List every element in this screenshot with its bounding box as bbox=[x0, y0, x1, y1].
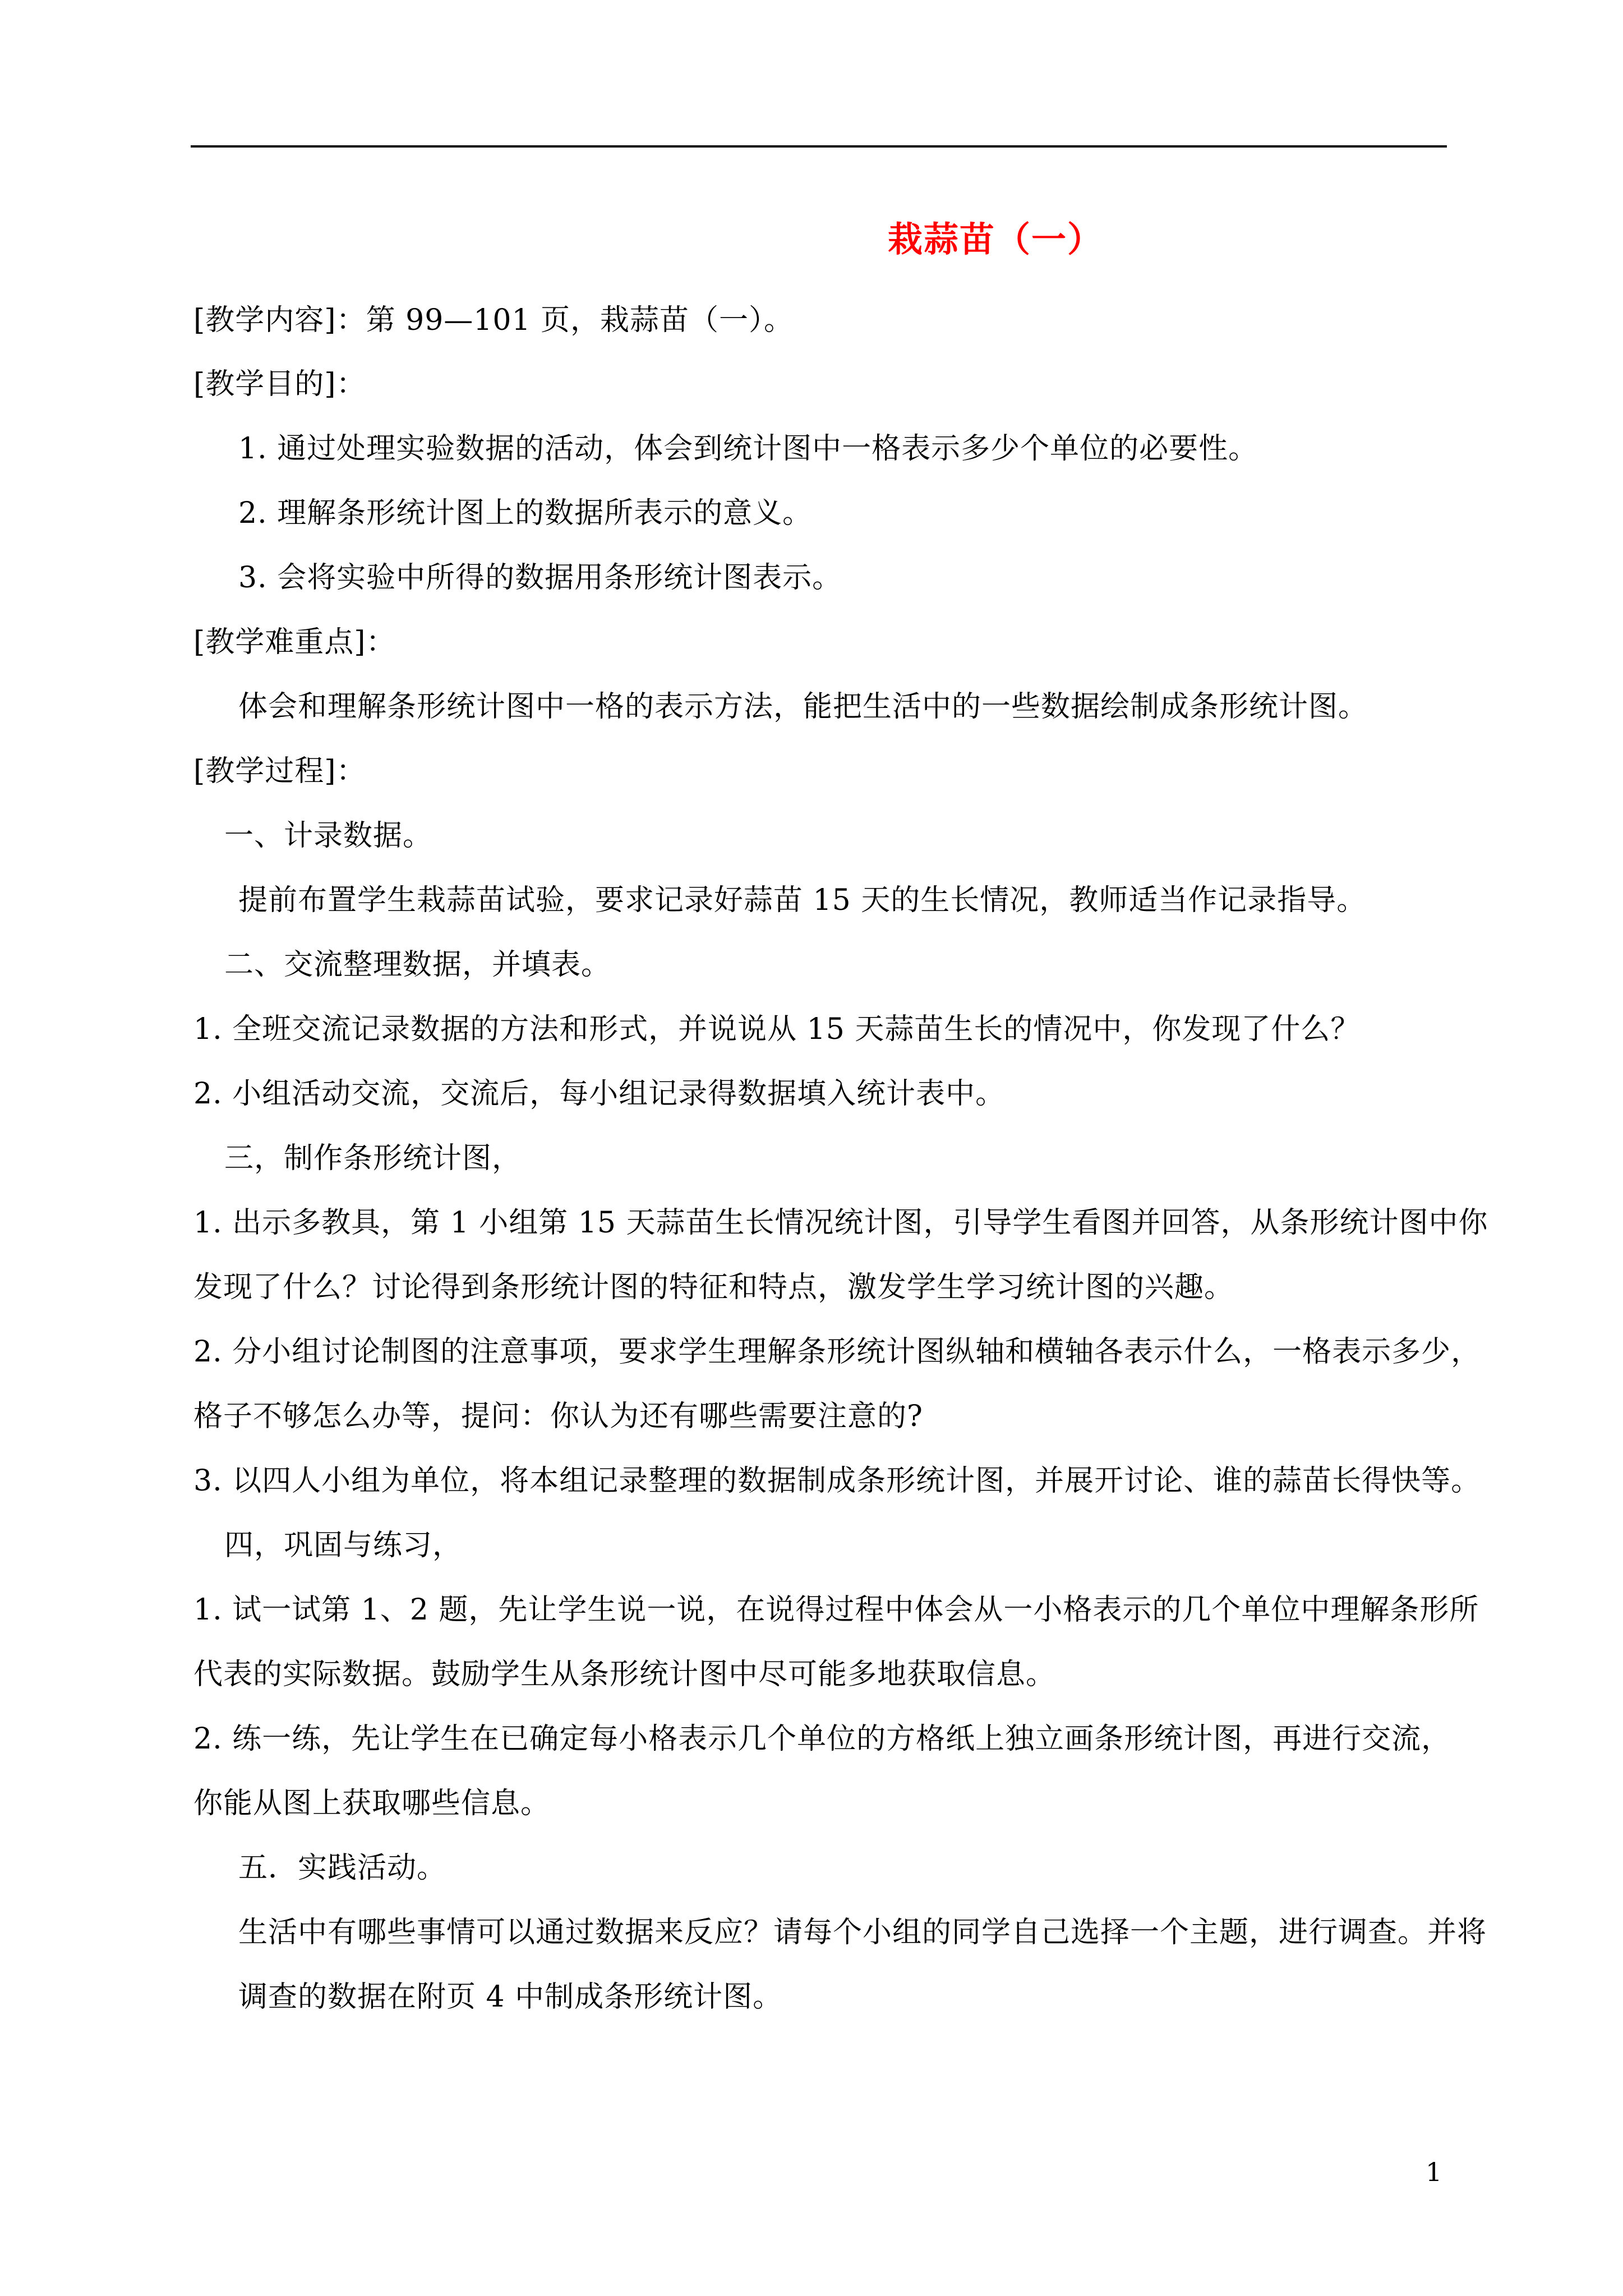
teaching-process-heading: [教学过程]： bbox=[193, 754, 366, 788]
section-3-heading: 三，制作条形统计图， bbox=[224, 1142, 522, 1175]
section-3-item-2-line-1: 2. 分小组讨论制图的注意事项，要求学生理解条形统计图纵轴和横轴各表示什么，一格表示多少， bbox=[193, 1335, 1481, 1369]
section-1-text: 提前布置学生栽蒜苗试验，要求记录好蒜苗 15 天的生长情况，教师适当作记录指导。 bbox=[238, 884, 1367, 917]
section-3-item-2-line-2: 格子不够怎么办等，提问：你认为还有哪些需要注意的? bbox=[193, 1400, 923, 1433]
page-title: 栽蒜苗（一） bbox=[887, 219, 1103, 260]
section-4-item-1-line-2: 代表的实际数据。鼓励学生从条形统计图中尽可能多地获取信息。 bbox=[193, 1658, 1056, 1691]
section-3-item-1-line-2: 发现了什么？讨论得到条形统计图的特征和特点，激发学生学习统计图的兴趣。 bbox=[193, 1271, 1234, 1304]
section-5-text-line-1: 生活中有哪些事情可以通过数据来反应？请每个小组的同学自己选择一个主题，进行调查。并将 bbox=[238, 1916, 1487, 1949]
goal-item-2: 2. 理解条形统计图上的数据所表示的意义。 bbox=[238, 496, 813, 530]
section-4-item-2-line-2: 你能从图上获取哪些信息。 bbox=[193, 1787, 551, 1820]
page-number: 1 bbox=[1426, 2157, 1442, 2187]
goal-item-1: 1. 通过处理实验数据的活动，体会到统计图中一格表示多少个单位的必要性。 bbox=[238, 432, 1258, 466]
section-3-item-1-line-1: 1. 出示多教具，第 1 小组第 15 天蒜苗生长情况统计图，引导学生看图并回答，从条形统计图中你 bbox=[193, 1206, 1488, 1240]
section-5-heading: 五．实践活动。 bbox=[238, 1851, 447, 1885]
section-2-item-2: 2. 小组活动交流，交流后，每小组记录得数据填入统计表中。 bbox=[193, 1077, 1006, 1111]
teaching-content-line: [教学内容]：第 99—101 页，栽蒜苗（一）。 bbox=[193, 303, 794, 337]
section-5-text-line-2: 调查的数据在附页 4 中制成条形统计图。 bbox=[238, 1980, 783, 2014]
section-4-item-1-line-1: 1. 试一试第 1、2 题，先让学生说一说，在说得过程中体会从一小格表示的几个单位中理解条形所 bbox=[193, 1593, 1479, 1627]
section-4-heading: 四，巩固与练习， bbox=[224, 1529, 463, 1562]
key-points-text: 体会和理解条形统计图中一格的表示方法，能把生活中的一些数据绘制成条形统计图。 bbox=[238, 690, 1368, 724]
section-2-item-1: 1. 全班交流记录数据的方法和形式，并说说从 15 天蒜苗生长的情况中，你发现了什么？ bbox=[193, 1013, 1361, 1046]
section-2-heading: 二、交流整理数据，并填表。 bbox=[224, 948, 611, 982]
goal-item-3: 3. 会将实验中所得的数据用条形统计图表示。 bbox=[238, 561, 842, 595]
header-rule bbox=[191, 145, 1447, 148]
section-4-item-2-line-1: 2. 练一练，先让学生在已确定每小格表示几个单位的方格纸上独立画条形统计图，再进行交流， bbox=[193, 1722, 1451, 1756]
section-1-heading: 一、计录数据。 bbox=[224, 819, 433, 853]
teaching-goal-heading: [教学目的]： bbox=[193, 367, 366, 401]
section-3-item-3: 3. 以四人小组为单位，将本组记录整理的数据制成条形统计图，并展开讨论、谁的蒜苗长得快等。 bbox=[193, 1464, 1481, 1498]
key-points-heading: [教学难重点]： bbox=[193, 625, 396, 659]
